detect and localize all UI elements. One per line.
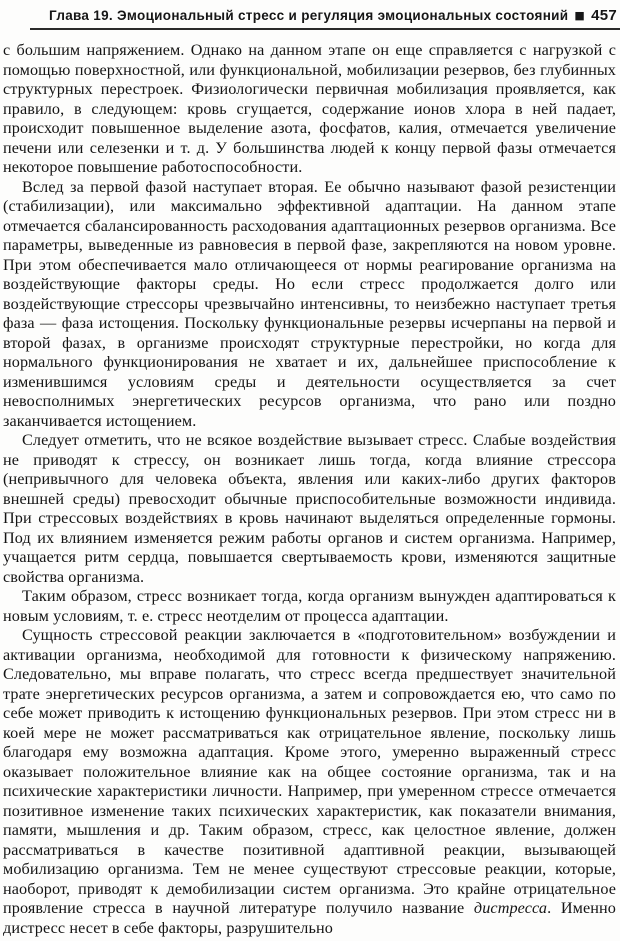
text-segment: Вслед за первой фазой наступает вторая. Ее обычно называют фазой резистенции (стабилизации), или максимально эффективной адаптации. На данном этапе отмечается сбалансированность расходования адаптационных резервов организма. Все параметры, выведенные из равновесия в первой фазе, закрепляются на новом уровне. При этом обеспечивается мало отличающееся от нормы реагирование организма на воздействующие факторы среды. Но если стресс продолжается долго или воздействующие стрессоры чрезвычайно интенсивны, то неизбежно наступает третья фаза — фаза истощения. Поскольку функциональные резервы исчерпаны на первой и второй фазах, в организме происходят структурные перестройки, но когда для нормального функционирования не хватает и их, дальнейшее приспособление к изменившимся условиям среды и деятельности осуществляется за счет невосполнимых энергетических ресурсов организма, что рано или поздно заканчивается истощением. <box>3 177 616 430</box>
paragraph <box>3 41 616 178</box>
chapter-title: Глава 19. Эмоциональный стресс и регуляция эмоциональных состояний <box>49 8 569 23</box>
paragraph <box>3 587 616 626</box>
paragraph <box>3 626 616 938</box>
italic-term: дистресса <box>473 899 548 917</box>
paragraph <box>3 431 616 587</box>
text-segment: Сущность стрессовой реакции заключается в «подготовительном» возбуждении и активации организма, необходимой для готовности к физическому напряжению. Следовательно, мы вправе полагать, что стресс всегда предшествует значительной трате энергетических ресурсов организма, а затем и сопровождается ею, что само по себе может приводить к истощению функциональных резервов. При этом стресс ни в коей мере не может рассматриваться как отрицательное явление, поскольку лишь благодаря ему возможна адаптация. Кроме этого, умеренно выраженный стресс оказывает положительное влияние как на общее состояние организма, так и на психические характеристики личности. Например, при умеренном стрессе отмечается позитивное изменение таких психических характеристик, как показатели внимания, памяти, мышления и др. Таким образом, стресс, как целостное явление, должен рассматриваться в качестве позитивной адаптивной реакции, вызывающей мобилизацию организма. Тем не менее существуют стрессовые реакции, которые, наоборот, приводят к демобилизации систем организма. Это крайне отрицательное проявление стресса в научной литературе получило название <box>3 626 616 917</box>
text-segment: с большим напряжением. Однако на данном этапе он еще справляется с нагрузкой с помощью поверхностной, или функциональной, мобилизации резервов, без глубинных структурных перестроек. Физиологически первичная мобилизация проявляется, как правило, в следующем: кровь сгущается, содержание ионов хлора в ней падает, происходит повышенное выделение азота, фосфатов, калия, отмечается увеличение печени или селезенки и т. д. У большинства людей к концу первой фазы отмечается некоторое повышение работоспособности. <box>3 41 616 176</box>
body-text <box>0 30 620 938</box>
text-segment: . Именно дистресс несет в себе факторы, разрушительно <box>3 899 616 937</box>
paragraph <box>3 178 616 432</box>
square-bullet-icon: ■ <box>574 9 586 22</box>
running-head <box>0 0 620 24</box>
page-number: 457 <box>591 7 617 24</box>
text-segment: Следует отметить, что не всякое воздействие вызывает стресс. Слабые воздействия не приводят к стрессу, он возникает лишь тогда, когда влияние стрессора (непривычного для человека объекта, явления или каких-либо других факторов внешней среды) превосходит обычные приспособительные возможности индивида. При стрессовых воздействиях в кровь начинают выделяться определенные гормоны. Под их влиянием изменяется режим работы органов и систем организма. Например, учащается ритм сердца, повышается свертываемость крови, изменяются защитные свойства организма. <box>3 431 616 586</box>
text-segment: Таким образом, стресс возникает тогда, когда организм вынужден адаптироваться к новым условиям, т. е. стресс неотделим от процесса адаптации. <box>3 587 616 625</box>
